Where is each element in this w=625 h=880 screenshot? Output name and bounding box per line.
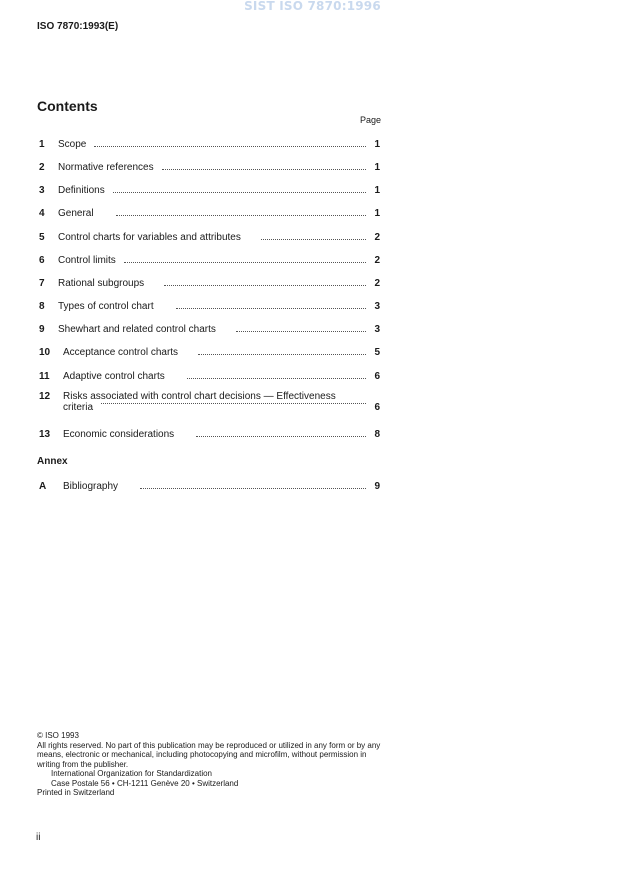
toc-entry-page: 3: [374, 301, 380, 312]
organization-address: Case Postale 56 • CH-1211 Genève 20 • Switzerland: [51, 778, 239, 788]
toc-entry-page: 1: [374, 162, 380, 173]
dot-leader: [236, 330, 366, 332]
document-id: ISO 7870:1993(E): [37, 21, 119, 32]
toc-entry-title: Control limits: [58, 255, 116, 266]
toc-entry-title: Shewhart and related control charts: [58, 324, 216, 335]
toc-entry-page: 9: [374, 481, 380, 492]
toc-entry-number: 13: [39, 429, 51, 440]
toc-entry-4[interactable]: [39, 205, 380, 219]
watermark: SIST ISO 7870:1996: [244, 0, 381, 13]
toc-entry-title: Normative references: [58, 162, 154, 173]
dot-leader: [124, 261, 366, 263]
toc-entry-page: 5: [374, 347, 380, 358]
dot-leader: [164, 284, 366, 286]
toc-entry-5[interactable]: [39, 229, 380, 243]
toc-entry-7[interactable]: [39, 275, 380, 289]
toc-entry-page: 2: [374, 255, 380, 266]
toc-entry-title: Control charts for variables and attributes: [58, 232, 241, 243]
dot-leader: [261, 238, 366, 240]
toc-entry-title: Adaptive control charts: [63, 371, 165, 382]
dot-leader: [198, 353, 366, 355]
toc-entry-title: Scope: [58, 139, 87, 150]
toc-entry-number: 12: [39, 391, 51, 402]
page-column-label: Page: [360, 115, 382, 125]
toc-entry-12[interactable]: [39, 391, 380, 419]
toc-entry-number: 4: [39, 208, 45, 219]
toc-entry-8[interactable]: [39, 298, 380, 312]
toc-entry-page: 2: [374, 232, 380, 243]
toc-entry-6[interactable]: [39, 252, 380, 266]
annex-heading: Annex: [37, 456, 68, 467]
dot-leader: [140, 487, 366, 489]
toc-entry-title: Types of control chart: [58, 301, 154, 312]
toc-entry-2[interactable]: [39, 159, 380, 173]
dot-leader: [187, 377, 366, 379]
toc-entry-number: A: [39, 481, 47, 492]
toc-entry-number: 1: [39, 139, 45, 150]
toc-entry-3[interactable]: [39, 182, 380, 196]
toc-entry-title: General: [58, 208, 94, 219]
toc-entry-title: Economic considerations: [63, 429, 175, 440]
contents-heading: Contents: [37, 98, 98, 114]
toc-entry-1[interactable]: [39, 136, 380, 150]
toc-entry-number: 6: [39, 255, 45, 266]
toc-entry-title: Definitions: [58, 185, 105, 196]
toc-entry-page: 3: [374, 324, 380, 335]
toc-entry-11[interactable]: [39, 368, 380, 382]
dot-leader: [176, 307, 366, 309]
copyright-line: © ISO 1993: [37, 731, 79, 740]
toc-entry-9[interactable]: [39, 321, 380, 335]
toc-entry-number: 10: [39, 347, 51, 358]
toc-entry-page: 6: [374, 402, 380, 413]
dot-leader: [116, 214, 366, 216]
toc-entry-page: 1: [374, 185, 380, 196]
toc-entry-number: 3: [39, 185, 45, 196]
dot-leader: [113, 191, 366, 193]
toc-entry-title: Bibliography: [63, 481, 119, 492]
rights-statement: All rights reserved. No part of this publication may be reproduced or utilized in any form or by any means, electronic or mechanical, including photocopying and microfilm, without permission in writing from the publisher.: [37, 740, 381, 769]
toc-entry-page: 2: [374, 278, 380, 289]
toc-entry-number: 9: [39, 324, 45, 335]
dot-leader: [162, 168, 366, 170]
toc-entry-number: 7: [39, 278, 45, 289]
toc-entry-page: 8: [374, 429, 380, 440]
toc-entry-page: 1: [374, 139, 380, 150]
dot-leader: [196, 435, 366, 437]
toc-entry-number: 2: [39, 162, 45, 173]
toc-entry-title-continued: criteria: [63, 402, 94, 413]
toc-annex-a[interactable]: [39, 478, 380, 492]
organization-name: International Organization for Standardization: [51, 769, 212, 778]
toc-entry-page: 1: [374, 208, 380, 219]
toc-entry-title: Risks associated with control chart decisions — Effectiveness: [63, 391, 336, 402]
toc-entry-number: 8: [39, 301, 45, 312]
toc-entry-number: 11: [39, 371, 50, 382]
toc-entry-title: Acceptance control charts: [63, 347, 179, 358]
toc-entry-10[interactable]: [39, 344, 380, 358]
dot-leader: [101, 402, 366, 404]
toc-entry-page: 6: [374, 371, 380, 382]
printed-in: Printed in Switzerland: [37, 788, 115, 797]
toc-entry-13[interactable]: [39, 426, 380, 440]
toc-entry-title: Rational subgroups: [58, 278, 145, 289]
copyright-notice: [37, 731, 383, 798]
page-number: ii: [36, 832, 41, 843]
dot-leader: [94, 145, 366, 147]
toc-entry-number: 5: [39, 232, 45, 243]
